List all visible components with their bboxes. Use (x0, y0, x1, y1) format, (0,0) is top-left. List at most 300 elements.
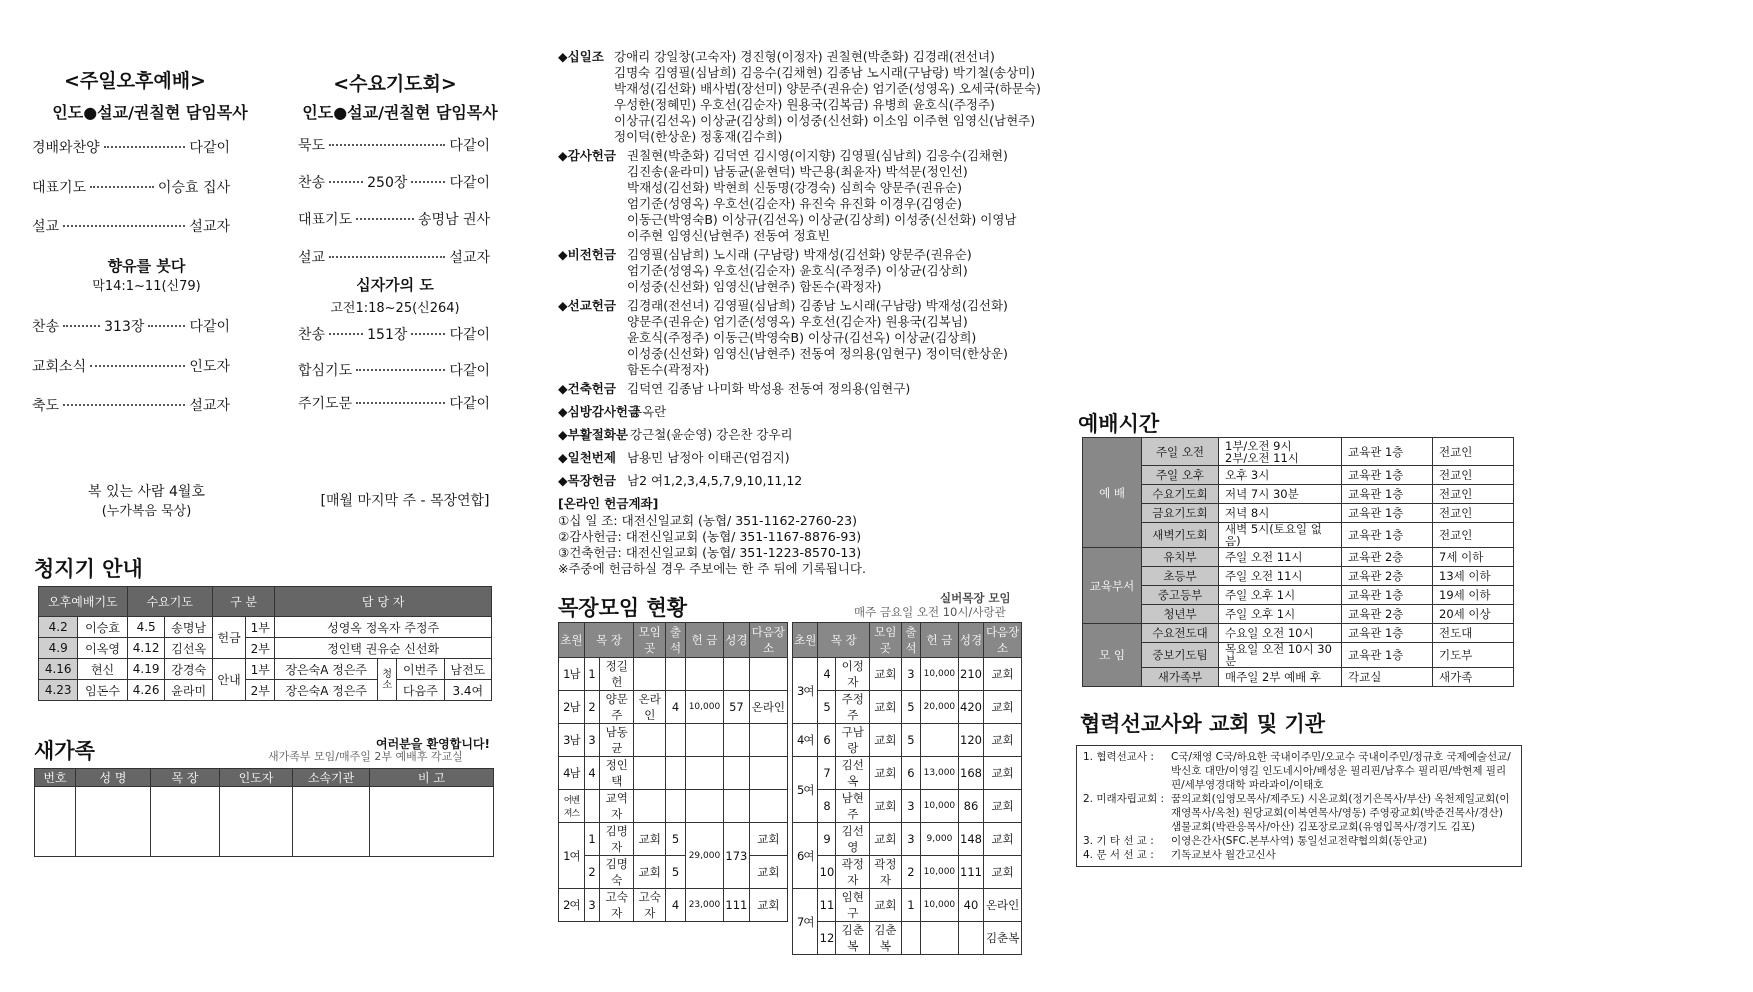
mokjang-name: 남동균 (600, 724, 634, 757)
times-row (1083, 567, 1514, 586)
mokjang-amount: 10,000 (921, 889, 959, 922)
offering-names: 김영필(심남희) 노시래 (구남랑) 박재성(김선화) 양문주(권유순) (627, 247, 972, 262)
mokjang-att (666, 757, 686, 790)
mokjang-att: 4 (666, 691, 686, 724)
mokjang-header: 헌 금 (685, 623, 723, 658)
order-value: 송명남 권사 (417, 212, 490, 228)
times-who: 전교인 (1433, 523, 1514, 548)
offering-label: ◆선교헌금 (558, 298, 616, 313)
mokjang-header: 성경 (724, 623, 750, 658)
mokjang-title: 목장모임 현황 (558, 596, 688, 620)
mokjang-place: 김춘복 (870, 922, 902, 955)
times-row (1083, 668, 1514, 687)
mokjang-note2: 매주 금요일 오전 10시/사랑관 (854, 605, 1006, 619)
coop-text: 꿈의교회(임영모목사/제주도) 시온교회(정기은목사/부산) 옥천제일교회(이재영목사/옥천) 원당교회(이복연목사/영동) 주영광교회(박준건목사/경산) 샘물교회(박관응목사/아산) 김포장로교회(유영입목사/경기도 김포) (1171, 793, 1510, 833)
mokjang-amount: 10,000 (921, 790, 959, 823)
dotted-leader (63, 225, 185, 227)
offering-names: 권칠현(박춘화) 김덕연 김시영(이지향) 김영필(심남희) 김응수(김채현) (627, 148, 1008, 163)
mokjang-amount: 23,000 (685, 889, 723, 922)
mokjang-header: 초원 (793, 623, 818, 658)
offering-label: ◆건축헌금 (558, 381, 616, 396)
mokjang-name: 김춘복 (836, 922, 870, 955)
times-name: 금요기도회 (1142, 504, 1219, 523)
order-label: 경배와찬양 (32, 140, 100, 156)
cleaning-who: 장은숙A 정은주 (275, 659, 378, 680)
online-line: ②감사헌금: 대전신일교회 (농협/ 351-1167-8876-93) (558, 529, 862, 544)
times-row (1083, 504, 1514, 523)
mokjang-amount: 10,000 (921, 856, 959, 889)
mokjang-att (666, 658, 686, 691)
newfamily-header: 번호 (35, 769, 76, 787)
mokjang-no: 3 (584, 724, 599, 757)
mokjang-name: 남현주 (836, 790, 870, 823)
mokjang-place: 곽정자 (870, 856, 902, 889)
offering-names: 윤호식(주정주) 이동근(박영숙B) 이상규(김선옥) 이상균(김상희) (627, 330, 977, 345)
times-name: 초등부 (1142, 567, 1219, 586)
dotted-leader (329, 256, 445, 258)
times-time: 저녁 8시 (1219, 504, 1342, 523)
offering-label: ◆십일조 (558, 49, 604, 64)
mokjang-chowon: 6여 (793, 823, 818, 889)
mokjang-no: 1 (584, 658, 599, 691)
cleaning-name: 김선옥 (165, 638, 212, 659)
mokjang-name: 이정자 (836, 658, 870, 691)
mokjang-header: 출석 (666, 623, 686, 658)
mokjang-bible: 168 (958, 757, 983, 790)
mokjang-place (634, 724, 666, 757)
offering-names: 김명숙 김영필(심남희) 김응수(김채현) 김종남 노시래(구남랑) 박기철(송상미) (614, 65, 1036, 80)
cleaning-week: 이번주 (397, 659, 444, 680)
mokjang-next: 교회 (984, 790, 1022, 823)
mokjang-next: 교회 (749, 823, 787, 856)
mokjang-place: 교회 (870, 691, 902, 724)
mokjang-chowon: 5여 (793, 757, 818, 823)
mokjang-next (749, 658, 787, 691)
dotted-leader (63, 325, 100, 327)
mokjang-row (793, 922, 1022, 955)
order-label: 설교 (32, 219, 60, 235)
mokjang-place: 교회 (870, 757, 902, 790)
times-place: 각교실 (1342, 668, 1433, 687)
times-name: 주일 오후 (1142, 466, 1219, 485)
mokjang-no (584, 790, 599, 823)
mokjang-next: 교회 (984, 757, 1022, 790)
mokjang-place: 교회 (870, 658, 902, 691)
offering-names: 김진송(윤라미) 남동균(윤현덕) 박근용(최윤자) 박석문(정인선) (627, 164, 968, 179)
mokjang-chowon: 4여 (793, 724, 818, 757)
times-row (1083, 586, 1514, 605)
order-label: 합심기도 (298, 363, 353, 379)
mokjang-att: 3 (901, 790, 920, 823)
wednesday-order-item (298, 135, 490, 155)
dotted-leader (90, 365, 185, 367)
mokjang-row (559, 856, 788, 889)
wednesday-order-item (298, 247, 490, 267)
sunday-order-item (32, 316, 230, 336)
cleaning-name: 윤라미 (165, 680, 212, 701)
blessed-line1: 복 있는 사람 4월호 (88, 484, 205, 500)
mokjang-chowon: 3여 (793, 658, 818, 724)
mokjang-att: 5 (666, 823, 686, 856)
offering-names: 남용민 남정아 이태곤(엄검지) (627, 450, 790, 465)
mokjang-next (749, 790, 787, 823)
sunday-order-item (32, 137, 230, 157)
cleaning-group: 헌금 (212, 617, 246, 659)
dotted-leader (411, 333, 445, 335)
times-name: 중보기도팀 (1142, 643, 1219, 668)
mokjang-no: 2 (584, 691, 599, 724)
mokjang-place: 교회 (634, 856, 666, 889)
times-who: 전교인 (1433, 466, 1514, 485)
offering-names: 이상규(김선옥) 이상균(김상희) 이성중(신선화) 이소임 이주현 임영신(남현주) (614, 113, 1036, 128)
order-value: 다같이 (449, 175, 491, 191)
times-time: 1부/오전 9시 2부/오전 11시 (1219, 438, 1342, 466)
cleaning-date: 4.16 (39, 659, 78, 680)
mokjang-row (793, 889, 1022, 922)
sunday-service-leader: 인도●설교/권칠현 담임목사 (52, 103, 248, 122)
mokjang-place: 교회 (870, 889, 902, 922)
dotted-leader (411, 181, 445, 183)
coop-text: 이영은간사(SFC.본부사역) 통일선교전략협의회(동안교) (1171, 835, 1428, 847)
wednesday-order-item (298, 324, 490, 344)
mokjang-name: 주정주 (836, 691, 870, 724)
mokjang-no: 1 (584, 823, 599, 856)
mokjang-name: 김선영 (836, 823, 870, 856)
times-place: 교육관 1층 (1342, 643, 1433, 668)
times-name: 유치부 (1142, 548, 1219, 567)
cleaning-name: 강경숙 (165, 659, 212, 680)
mokjang-next: 교회 (749, 856, 787, 889)
cleaning-who: 장은숙A 정은주 (275, 680, 378, 701)
offering-label: ◆감사헌금 (558, 148, 616, 163)
offering-names: 이성중(신선화) 임영신(남현주) 전동여 정의용(임현구) 정이덕(한상운) (627, 346, 1008, 361)
times-row (1083, 548, 1514, 567)
times-place: 교육관 1층 (1342, 504, 1433, 523)
mokjang-amount: 9,000 (921, 823, 959, 856)
times-place: 교육관 1층 (1342, 485, 1433, 504)
times-name: 수요기도회 (1142, 485, 1219, 504)
mokjang-row (559, 691, 788, 724)
times-row (1083, 485, 1514, 504)
mokjang-att (666, 790, 686, 823)
mokjang-header: 다음장소 (749, 623, 787, 658)
order-value: 다같이 (449, 138, 490, 154)
mokjang-amount (685, 757, 723, 790)
dotted-leader (356, 218, 414, 220)
order-label: 대표기도 (298, 212, 353, 228)
order-label: 축도 (32, 398, 60, 414)
mokjang-name: 김명숙 (600, 856, 634, 889)
dotted-leader (148, 325, 185, 327)
mokjang-amount: 20,000 (921, 691, 959, 724)
newfamily-sub: 새가족부 모임/매주일 2부 예배후 각교실 (268, 750, 463, 763)
times-name: 중고등부 (1142, 586, 1219, 605)
mokjang-note1: 실버목장 모임 (940, 591, 1011, 605)
mokjang-next: 교회 (749, 889, 787, 922)
mokjang-bible: 173 (724, 823, 750, 889)
cleaning-name: 이승효 (78, 617, 127, 638)
cleaning-group: 안내 (212, 659, 246, 701)
times-who: 7세 이하 (1433, 548, 1514, 567)
order-label: 찬송 (298, 327, 326, 343)
sunday-order-item (32, 177, 230, 197)
mokjang-chowon: 7여 (793, 889, 818, 955)
times-who: 19세 이하 (1433, 586, 1514, 605)
mokjang-next: 교회 (984, 823, 1022, 856)
sunday-sermon-title: 향유를 붓다 (107, 257, 186, 275)
times-who: 전도대 (1433, 624, 1514, 643)
times-who: 20세 이상 (1433, 605, 1514, 624)
times-name: 수요전도대 (1142, 624, 1219, 643)
mokjang-next (749, 757, 787, 790)
order-value: 다같이 (449, 363, 490, 379)
order-label: 주기도문 (298, 396, 353, 412)
mokjang-att: 1 (901, 889, 920, 922)
times-group: 예 배 (1083, 438, 1142, 548)
dotted-leader (356, 369, 445, 371)
times-row (1083, 523, 1514, 548)
mokjang-place: 교회 (634, 823, 666, 856)
mokjang-chowon: 3남 (559, 724, 585, 757)
mokjang-chowon: 2여 (559, 889, 585, 922)
cleaning-team: 3.4여 (444, 680, 491, 701)
times-name: 주일 오전 (1142, 438, 1219, 466)
newfamily-header: 성 명 (76, 769, 151, 787)
offering-names: 홍옥란 (630, 404, 667, 419)
times-time: 주일 오전 11시 (1219, 567, 1342, 586)
mokjang-next: 교회 (984, 658, 1022, 691)
times-time: 주일 오전 11시 (1219, 548, 1342, 567)
times-place: 교육관 1층 (1342, 586, 1433, 605)
times-who: 전교인 (1433, 438, 1514, 466)
cleaning-date: 4.26 (127, 680, 165, 701)
mokjang-no: 2 (584, 856, 599, 889)
newfamily-title: 새가족 (34, 739, 95, 763)
mokjang-no: 3 (584, 889, 599, 922)
mokjang-amount: 10,000 (685, 691, 723, 724)
times-who: 기도부 (1433, 643, 1514, 668)
mokjang-row (559, 889, 788, 922)
blessed-line2: (누가복음 묵상) (101, 504, 192, 519)
times-place: 교육관 2층 (1342, 548, 1433, 567)
times-group: 모 임 (1083, 624, 1142, 687)
mokjang-next: 교회 (984, 724, 1022, 757)
times-group: 교육부서 (1083, 548, 1142, 624)
cleaning-part: 1부 (246, 659, 275, 680)
order-value: 다같이 (189, 319, 231, 335)
order-label: 설교 (298, 250, 326, 266)
mokjang-name: 교역자 (600, 790, 634, 823)
mokjang-att: 2 (901, 856, 920, 889)
mokjang-att: 6 (901, 757, 920, 790)
times-place: 교육관 1층 (1342, 438, 1433, 466)
dotted-leader (63, 404, 185, 406)
mokjang-place: 교회 (870, 724, 902, 757)
order-hymn: 313장 (104, 319, 145, 335)
order-value: 이승효 집사 (157, 180, 230, 196)
cleaning-name: 현신 (78, 659, 127, 680)
order-value: 인도자 (189, 359, 230, 375)
mokjang-chowon: 어벤져스 (559, 790, 585, 823)
mokjang-place (634, 757, 666, 790)
online-title: [온라인 헌금계좌] (558, 496, 659, 511)
offering-names: 함돈수(곽정자) (627, 362, 710, 377)
offering-names: 엄기준(성영옥) 우호선(김순자) 윤호식(주정주) 이상균(김상희) (627, 263, 968, 278)
mokjang-bible: 86 (958, 790, 983, 823)
order-label: 찬송 (32, 319, 60, 335)
mokjang-att: 3 (901, 823, 920, 856)
mokjang-header: 출석 (901, 623, 920, 658)
offering-names: 정이덕(한상운) 정홍재(김수희) (614, 129, 783, 144)
coop-item (1083, 848, 1515, 862)
mokjang-amount (685, 724, 723, 757)
order-value: 설교자 (449, 250, 490, 266)
mokjang-bible (958, 922, 983, 955)
order-hymn: 250장 (367, 175, 408, 191)
times-row (1083, 624, 1514, 643)
dotted-leader (329, 181, 363, 183)
mokjang-name: 정인택 (600, 757, 634, 790)
times-place: 교육관 1층 (1342, 523, 1433, 548)
order-value: 다같이 (189, 140, 230, 156)
mokjang-name: 곽정자 (836, 856, 870, 889)
times-time: 저녁 7시 30분 (1219, 485, 1342, 504)
wednesday-order-item (298, 393, 490, 413)
mokjang-no: 5 (818, 691, 836, 724)
coop-title: 협력선교사와 교회 및 기관 (1080, 712, 1326, 736)
offering-label: ◆일천번제 (558, 450, 616, 465)
mokjang-amount: 10,000 (921, 658, 959, 691)
order-label: 교회소식 (32, 359, 87, 375)
times-place: 교육관 1층 (1342, 624, 1433, 643)
wednesday-note: [매월 마지막 주 - 목장연합] (320, 493, 490, 509)
offering-label: ◆부활절화분 (558, 427, 628, 442)
cleaning-header: 구 분 (212, 587, 274, 617)
mokjang-next: 교회 (984, 691, 1022, 724)
times-title: 예배시간 (1078, 412, 1160, 436)
offering-names: 강근철(윤순영) 강은찬 강우리 (630, 427, 793, 442)
mokjang-bible (724, 658, 750, 691)
times-who: 전교인 (1433, 485, 1514, 504)
newfamily-header: 소속기관 (293, 769, 370, 787)
order-value: 다같이 (449, 327, 491, 343)
times-row (1083, 438, 1514, 466)
mokjang-att (901, 922, 920, 955)
mokjang-header: 목 장 (818, 623, 870, 658)
offering-label: ◆목장헌금 (558, 473, 616, 488)
times-time: 주일 오후 1시 (1219, 605, 1342, 624)
mokjang-row (793, 658, 1022, 691)
mokjang-no: 11 (818, 889, 836, 922)
times-time: 주일 오후 1시 (1219, 586, 1342, 605)
cleaning-date: 4.5 (127, 617, 165, 638)
wednesday-service-leader: 인도●설교/권칠현 담임목사 (302, 103, 498, 122)
dotted-leader (90, 186, 154, 188)
mokjang-name: 김명자 (600, 823, 634, 856)
times-name: 청년부 (1142, 605, 1219, 624)
offering-names: 우성한(정혜민) 우호선(김순자) 원용국(김복금) 유병희 윤호식(주정주) (614, 97, 995, 112)
mokjang-table-right (792, 622, 1022, 955)
mokjang-header: 성경 (958, 623, 983, 658)
times-time: 수요일 오전 10시 (1219, 624, 1342, 643)
cleaning-part: 2부 (246, 638, 275, 659)
times-name: 새벽기도회 (1142, 523, 1219, 548)
coop-label: 3. 기 타 선 교 : (1083, 835, 1154, 847)
offering-label: ◆비전헌금 (558, 247, 616, 262)
mokjang-bible: 111 (724, 889, 750, 922)
mokjang-bible: 420 (958, 691, 983, 724)
times-who: 13세 이하 (1433, 567, 1514, 586)
online-line: ①십 일 조: 대전신일교회 (농협/ 351-1162-2760-23) (558, 513, 857, 528)
times-time: 목요일 오전 10시 30분 (1219, 643, 1342, 668)
mokjang-table-left (558, 622, 788, 922)
mokjang-header: 목 장 (584, 623, 634, 658)
sunday-order-item (32, 216, 230, 236)
mokjang-place: 온라인 (634, 691, 666, 724)
offering-names: 김덕연 김종남 나미화 박성용 전동여 정의용(임현구) (627, 381, 911, 396)
mokjang-bible (724, 757, 750, 790)
mokjang-att (666, 724, 686, 757)
mokjang-att: 5 (666, 856, 686, 889)
mokjang-row (559, 724, 788, 757)
order-hymn: 151장 (367, 327, 408, 343)
mokjang-bible: 120 (958, 724, 983, 757)
cleaning-header: 오후예배기도 (39, 587, 128, 617)
dotted-leader (329, 144, 445, 146)
mokjang-chowon: 4남 (559, 757, 585, 790)
mokjang-row (559, 790, 788, 823)
cleaning-date: 4.19 (127, 659, 165, 680)
coop-item (1083, 792, 1515, 834)
mokjang-amount (685, 658, 723, 691)
offering-label: ◆심방감사헌금 (558, 404, 641, 419)
mokjang-no: 9 (818, 823, 836, 856)
online-line: ③건축헌금: 대전신일교회 (농협/ 351-1223-8570-13) (558, 545, 862, 560)
mokjang-row (559, 658, 788, 691)
wednesday-order-item (298, 360, 490, 380)
mokjang-chowon: 1여 (559, 823, 585, 889)
mokjang-no: 7 (818, 757, 836, 790)
mokjang-next: 온라인 (749, 691, 787, 724)
coop-box (1076, 745, 1522, 867)
mokjang-bible: 210 (958, 658, 983, 691)
dotted-leader (104, 146, 186, 148)
cleaning-date: 4.23 (39, 680, 78, 701)
wednesday-sermon-title: 십자가의 도 (356, 276, 434, 294)
coop-item (1083, 834, 1515, 848)
mokjang-place (634, 658, 666, 691)
times-place: 교육관 1층 (1342, 466, 1433, 485)
newfamily-header: 비 고 (370, 769, 494, 787)
mokjang-att: 4 (666, 889, 686, 922)
order-value: 설교자 (189, 219, 230, 235)
times-place: 교육관 2층 (1342, 567, 1433, 586)
mokjang-place (634, 790, 666, 823)
cleaning-table (38, 586, 492, 701)
mokjang-header: 헌 금 (921, 623, 959, 658)
cleaning-name: 송명남 (165, 617, 212, 638)
mokjang-att: 5 (901, 724, 920, 757)
mokjang-name: 정길헌 (600, 658, 634, 691)
mokjang-name: 김선옥 (836, 757, 870, 790)
coop-label: 2. 미래자립교회 : (1083, 793, 1165, 805)
coop-label: 4. 문 서 선 교 : (1083, 849, 1154, 861)
offering-names: 김경래(전선녀) 김영필(심남희) 김종남 노시래(구남랑) 박재성(김선화) (627, 298, 1008, 313)
mokjang-header: 모임곳 (870, 623, 902, 658)
mokjang-no: 12 (818, 922, 836, 955)
mokjang-bible: 111 (958, 856, 983, 889)
coop-label: 1. 협력선교사 : (1083, 751, 1154, 763)
